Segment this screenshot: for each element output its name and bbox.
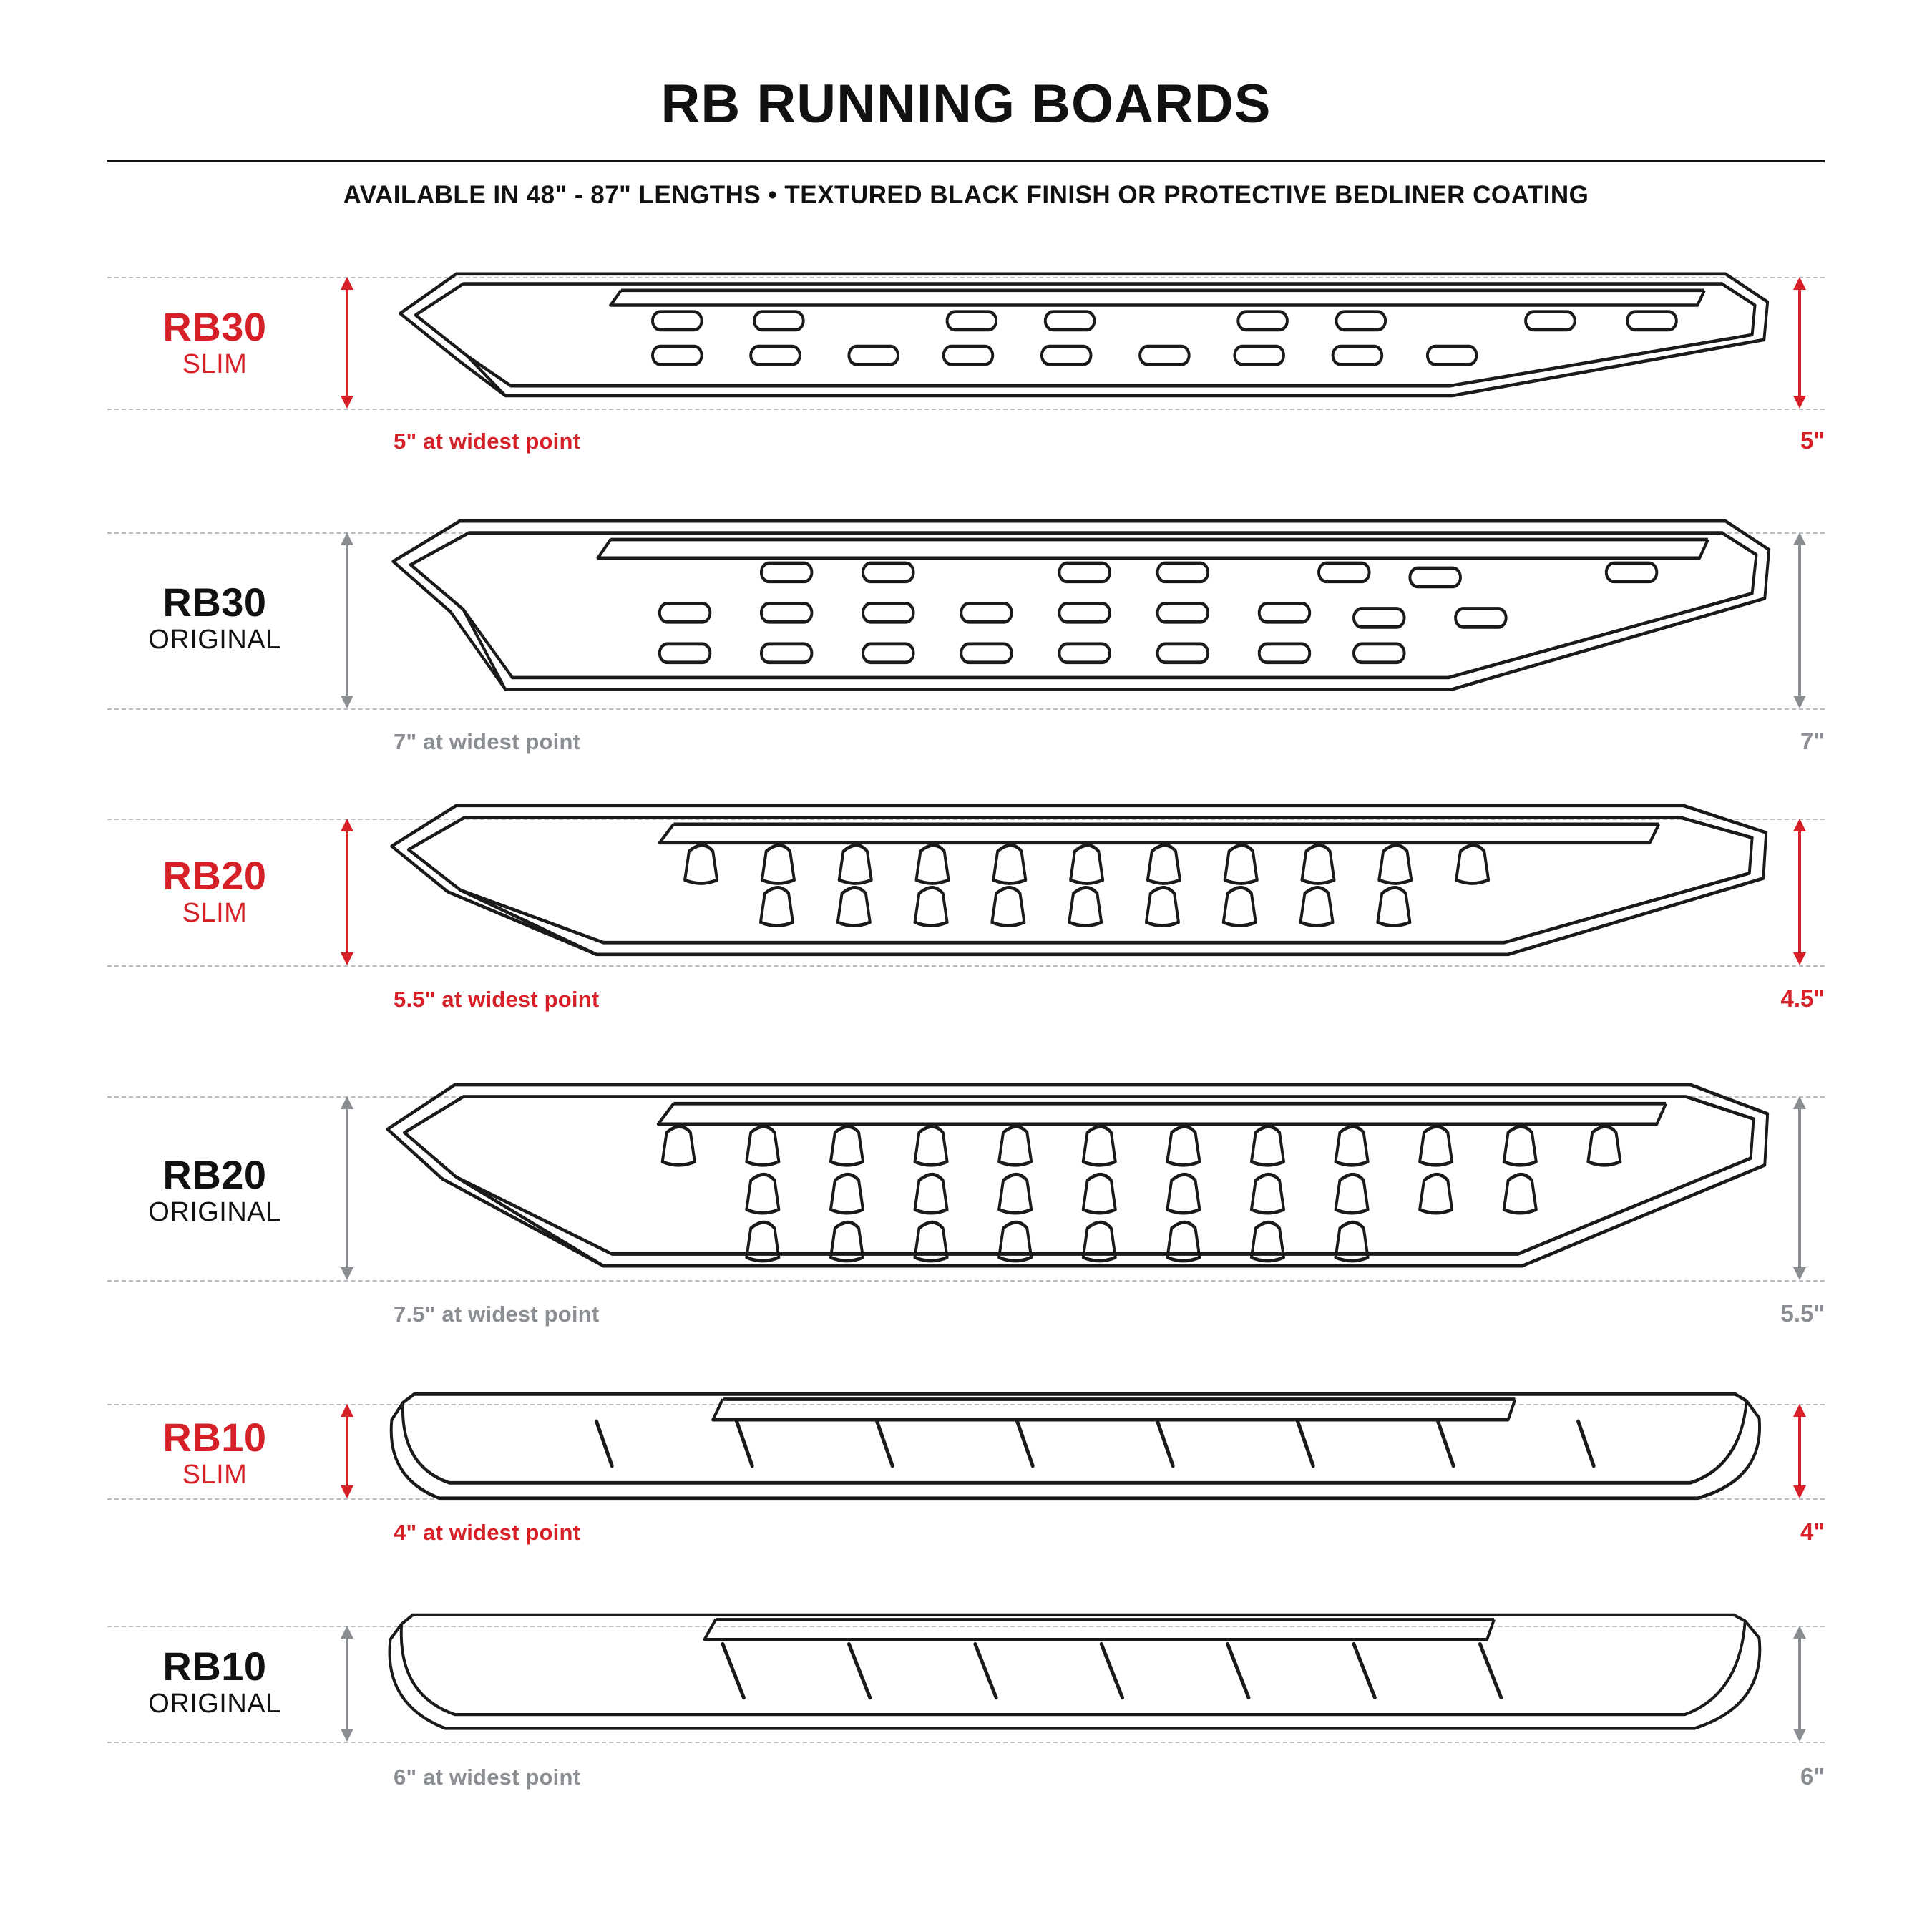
width-caption: 4" at widest point — [394, 1520, 581, 1545]
height-dimension-left — [322, 1606, 372, 1820]
row-label-rb20-original — [107, 1076, 322, 1305]
row-label-rb20-slim — [107, 797, 322, 987]
rb10-slim-svg — [372, 1384, 1775, 1606]
rb20-original-svg — [372, 1076, 1775, 1384]
variant-name: ORIGINAL — [148, 624, 281, 655]
height-dimension-left — [322, 797, 372, 1076]
height-caption: 4" — [1800, 1518, 1825, 1545]
board-illustration-rb20-original — [372, 1076, 1775, 1384]
model-name: RB20 — [162, 853, 267, 899]
product-row-rb30-slim — [107, 264, 1825, 511]
page-title: RB RUNNING BOARDS — [660, 74, 1272, 135]
height-dimension-left — [322, 1384, 372, 1606]
variant-name: SLIM — [182, 898, 248, 929]
row-label-rb30-slim — [107, 264, 322, 421]
variant-name: SLIM — [182, 1460, 248, 1491]
rb30-slim-svg — [372, 264, 1775, 511]
rb30-original-svg — [372, 511, 1775, 797]
height-dimension-right — [1775, 1076, 1825, 1384]
height-caption: 5.5" — [1780, 1300, 1825, 1327]
board-illustration-rb10-slim — [372, 1384, 1775, 1606]
variant-name: ORIGINAL — [148, 1689, 281, 1719]
product-row-rb20-slim — [107, 797, 1825, 1076]
height-dimension-right — [1775, 1384, 1825, 1606]
row-label-rb10-slim — [107, 1384, 322, 1523]
model-name: RB30 — [162, 303, 267, 349]
height-dimension-left — [322, 1076, 372, 1384]
product-row-rb10-slim — [107, 1384, 1825, 1606]
height-dimension-right — [1775, 264, 1825, 511]
variant-name: SLIM — [182, 348, 248, 379]
product-row-rb30-original — [107, 511, 1825, 797]
product-row-rb10-original — [107, 1606, 1825, 1820]
width-caption: 5" at widest point — [394, 429, 581, 454]
board-illustration-rb30-slim — [372, 264, 1775, 511]
height-caption: 4.5" — [1780, 985, 1825, 1012]
product-rows — [107, 264, 1825, 1820]
width-caption: 7.5" at widest point — [394, 1302, 600, 1327]
height-dimension-left — [322, 264, 372, 511]
width-caption: 7" at widest point — [394, 729, 581, 754]
board-illustration-rb10-original — [372, 1606, 1775, 1820]
row-label-rb10-original — [107, 1606, 322, 1760]
row-label-rb30-original — [107, 511, 322, 726]
header-divider — [107, 160, 1825, 162]
board-illustration-rb20-slim — [372, 797, 1775, 1076]
model-name: RB10 — [162, 1415, 267, 1460]
product-row-rb20-original — [107, 1076, 1825, 1384]
header — [107, 0, 1825, 210]
height-dimension-right — [1775, 797, 1825, 1076]
rb20-slim-svg — [372, 797, 1775, 1076]
model-name: RB10 — [162, 1644, 267, 1689]
height-caption: 6" — [1800, 1763, 1825, 1790]
height-caption: 5" — [1800, 427, 1825, 454]
model-name: RB20 — [162, 1151, 267, 1197]
rb10-original-svg — [372, 1606, 1775, 1820]
header-subtitle: AVAILABLE IN 48" - 87" LENGTHS • TEXTURED BLACK FINISH OR PROTECTIVE BEDLINER COATING — [343, 181, 1589, 209]
height-dimension-left — [322, 511, 372, 797]
model-name: RB30 — [162, 579, 267, 625]
width-caption: 6" at widest point — [394, 1765, 581, 1790]
variant-name: ORIGINAL — [148, 1196, 281, 1227]
board-illustration-rb30-original — [372, 511, 1775, 797]
width-caption: 5.5" at widest point — [394, 987, 600, 1012]
height-caption: 7" — [1800, 728, 1825, 754]
